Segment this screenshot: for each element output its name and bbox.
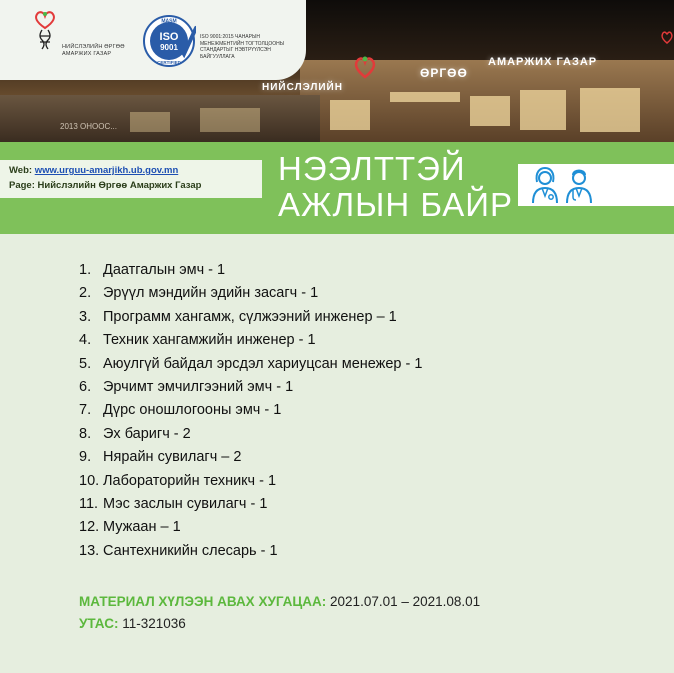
iso-badge-num: 9001	[160, 43, 178, 52]
job-number: 7.	[79, 402, 92, 419]
job-list-item	[79, 543, 422, 566]
job-list-item	[79, 356, 422, 379]
job-title: Мужаан – 1	[103, 519, 181, 536]
hero-sign-left: НИЙСЛЭЛИЙН	[262, 82, 343, 93]
iso-badge-top: MASM	[161, 18, 177, 25]
job-list-item	[79, 473, 422, 496]
contact-card	[0, 160, 262, 198]
page-label: Page:	[9, 180, 35, 191]
job-list	[79, 262, 422, 566]
job-title: Аюулгүй байдал эрсдэл хариуцсан менежер - 1	[103, 355, 423, 372]
hero-sign-sub: АМАРЖИХ ГАЗАР	[488, 56, 598, 68]
job-number: 4.	[79, 332, 92, 349]
facebook-page-name: Нийслэлийн Өргөө Амаржих Газар	[37, 180, 202, 191]
male-doctor-icon	[564, 166, 594, 204]
job-number: 5.	[79, 355, 92, 372]
job-number: 13.	[79, 542, 100, 559]
job-title: Эх баригч - 2	[103, 425, 191, 442]
heart-logo-sign-small-icon	[660, 30, 674, 44]
iso-line2: МЕНЕЖМЕНТИЙН ТОГТОЛЦООНЫ	[200, 40, 285, 47]
job-list-item	[79, 519, 422, 542]
web-line	[9, 165, 178, 176]
job-number: 1.	[79, 262, 92, 278]
job-number: 6.	[79, 378, 92, 395]
hero-sign-main: ӨРГӨӨ	[420, 66, 468, 80]
job-number: 8.	[79, 425, 92, 442]
doctor-icons-card	[518, 164, 674, 206]
iso-description	[200, 34, 300, 60]
job-title: Мэс заслын сувилагч - 1	[103, 495, 268, 512]
job-title: Даатгалын эмч - 1	[103, 262, 226, 278]
deadline-value: 2021.07.01 – 2021.08.01	[330, 594, 481, 609]
job-title: Нярайн сувилагч – 2	[103, 449, 242, 466]
iso-badge-main: ISO	[159, 31, 179, 43]
iso-line1: ISO 9001:2015 ЧАНАРЫН	[200, 34, 261, 40]
iso-line4: БАЙГУУЛЛАГА	[200, 53, 235, 60]
job-number: 12.	[79, 519, 100, 536]
deadline-line	[79, 594, 480, 609]
job-list-item	[79, 379, 422, 402]
organization-name-line1: НИЙСЛЭЛИЙН ӨРГӨӨ	[62, 44, 125, 50]
female-doctor-icon	[530, 166, 560, 204]
job-list-item	[79, 402, 422, 425]
job-title: Эрүүл мэндийн эдийн засагч - 1	[103, 285, 319, 302]
hero-old-sign: 2013 ОНООС...	[60, 122, 117, 131]
phone-line	[79, 616, 186, 631]
phone-value: 11-321036	[122, 616, 186, 631]
job-list-item	[79, 262, 422, 285]
iso-badge-bottom: CERTIFIED	[157, 60, 181, 65]
job-list-item	[79, 449, 422, 472]
job-list-item	[79, 309, 422, 332]
job-title: Сантехникийн слесарь - 1	[103, 542, 278, 559]
organization-logo-icon	[30, 10, 60, 50]
page-line	[9, 180, 201, 191]
web-label: Web:	[9, 165, 33, 176]
iso-certified-badge-icon	[142, 14, 196, 68]
job-number: 11.	[79, 495, 99, 512]
job-list-item	[79, 285, 422, 308]
job-number: 2.	[79, 285, 92, 302]
job-list-item	[79, 496, 422, 519]
deadline-label: МАТЕРИАЛ ХҮЛЭЭН АВАХ ХУГАЦАА:	[79, 594, 327, 609]
organization-name	[62, 44, 125, 58]
job-number: 9.	[79, 449, 92, 466]
heart-logo-sign-icon	[352, 54, 378, 80]
job-title: Лабораторийн техникч - 1	[103, 472, 277, 489]
heading-line2: АЖЛЫН БАЙР	[278, 186, 514, 223]
job-title: Дүрс оношлогооны эмч - 1	[103, 402, 282, 419]
phone-label: УТАС:	[79, 616, 119, 631]
job-number: 10.	[79, 472, 100, 489]
job-list-item	[79, 332, 422, 355]
heading-line1: НЭЭЛТТЭЙ	[278, 150, 466, 187]
organization-name-line2: АМАРЖИХ ГАЗАР	[62, 51, 112, 57]
job-title: Программ хангамж, сүлжээний инженер – 1	[103, 308, 397, 325]
logo-card	[0, 0, 306, 80]
iso-line3: СТАНДАРТЫГ НЭВТРҮҮЛСЭН	[200, 47, 271, 53]
job-title: Эрчимт эмчилгээний эмч - 1	[103, 378, 294, 395]
job-number: 3.	[79, 308, 92, 325]
job-list-item	[79, 426, 422, 449]
website-link[interactable]: www.urguu-amarjikh.ub.gov.mn	[34, 165, 179, 176]
job-title: Техник хангамжийн инженер - 1	[103, 332, 316, 349]
